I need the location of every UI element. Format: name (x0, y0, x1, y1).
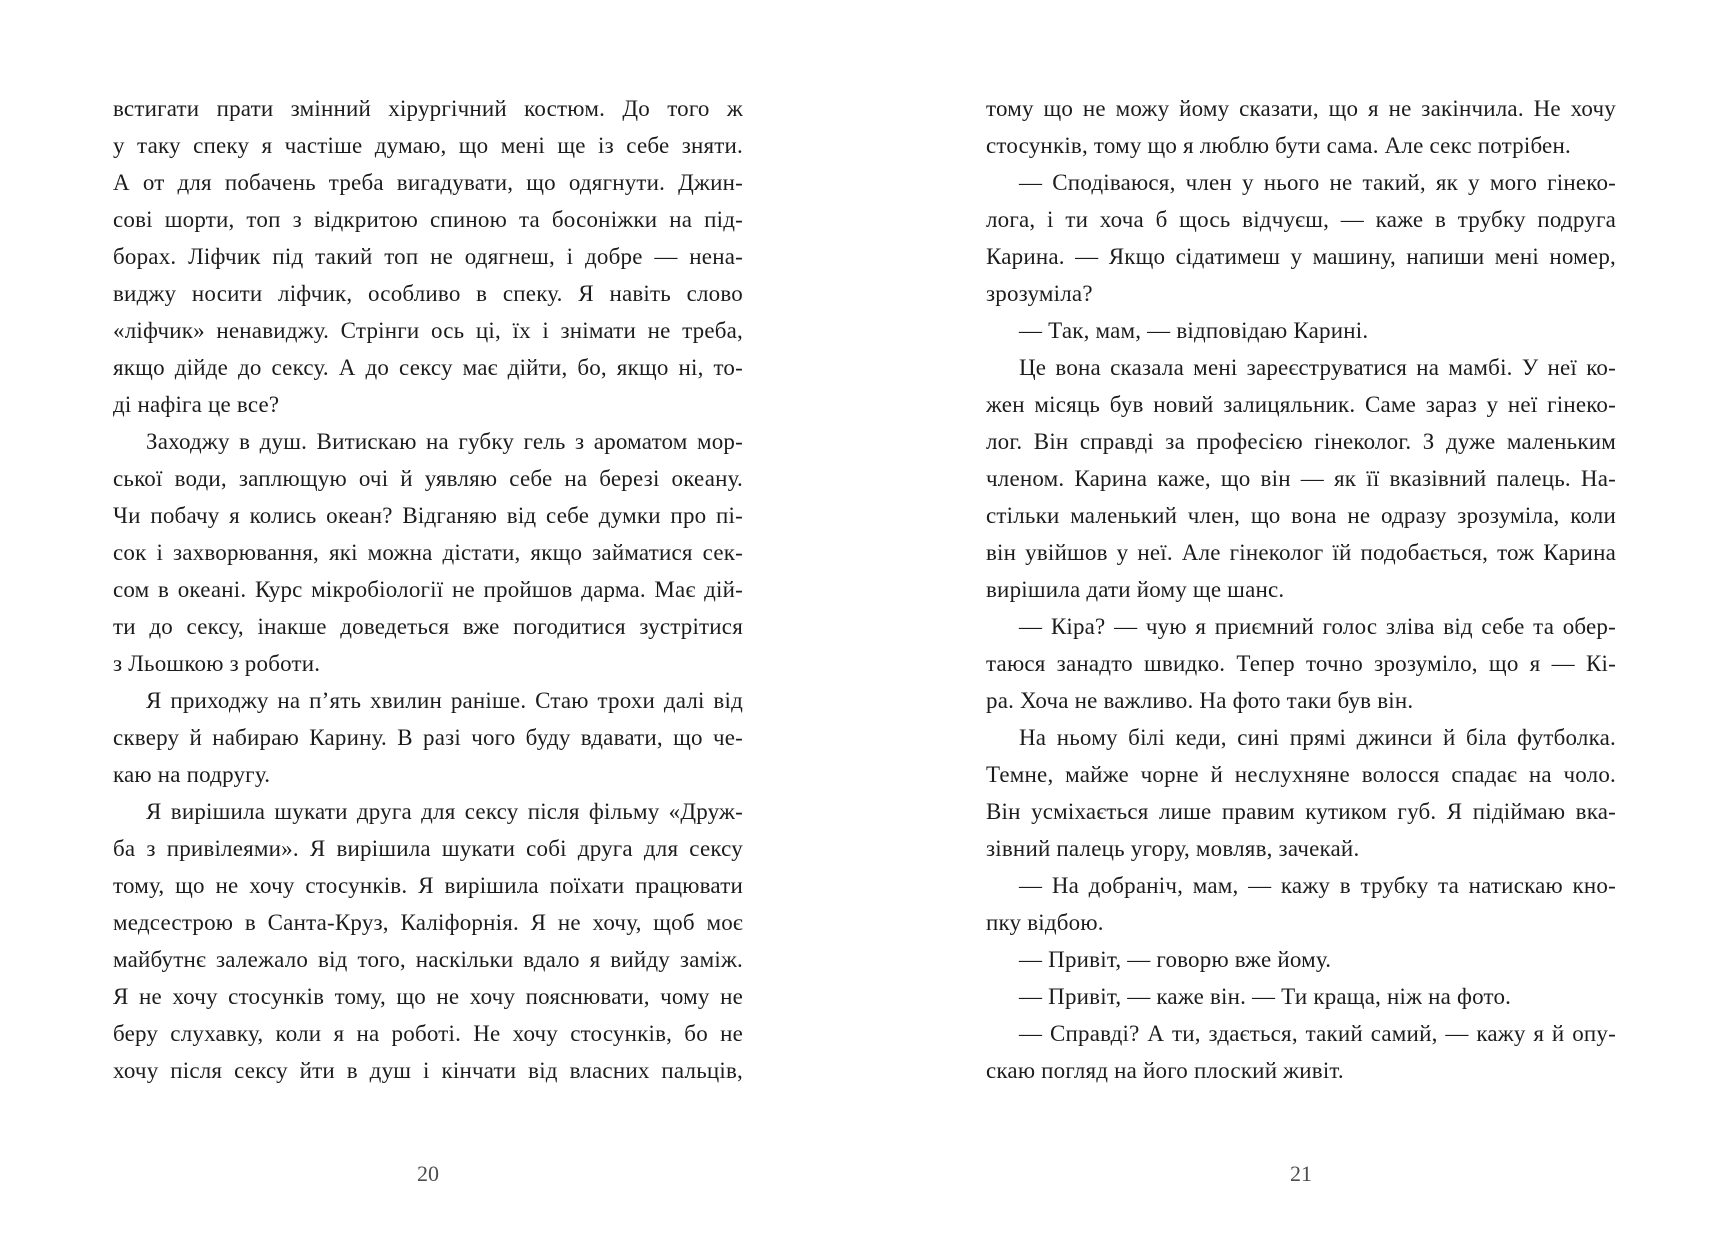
left-page-text-column (113, 90, 743, 1089)
text-line: зрозуміла? (986, 281, 1093, 306)
text-line: Я приходжу на п’ять хвилин раніше. Стаю трохи далі від (146, 688, 743, 713)
text-line: каю на подругу. (113, 762, 271, 787)
text-line: Чи побачу я колись океан? Відганяю від себе думки про пі- (113, 503, 743, 528)
text-line: «ліфчик» ненавиджу. Стрінги ось ці, їх і знімати не треба, (113, 318, 743, 343)
text-line: у таку спеку я частіше думаю, що мені ще із себе зняти. (113, 133, 743, 158)
text-line: зівний палець угору, мовляв, зачекай. (986, 836, 1360, 861)
text-line: сом в океані. Курс мікробіології не пройшов дарма. Має дій- (113, 577, 743, 602)
text-line: Карина. — Якщо сідатимеш у машину, напиши мені номер, (986, 244, 1616, 269)
text-line: медсестрою в Санта-Круз, Каліфорнія. Я не хочу, щоб моє (113, 910, 743, 935)
text-line: А от для побачень треба вигадувати, що одягнути. Джин- (113, 170, 743, 195)
text-line: якщо дійде до сексу. А до сексу має дійти, бо, якщо ні, то- (113, 355, 743, 380)
text-line: скверу й набираю Карину. В разі чого буду вдавати, що че- (113, 725, 743, 750)
text-line: лог. Він справді за професією гінеколог. З дуже маленьким (986, 429, 1616, 454)
right-page-text-column (986, 90, 1616, 1089)
text-line: — На добраніч, мам, — кажу в трубку та натискаю кно- (1019, 873, 1616, 898)
text-line: скаю погляд на його плоский живіт. (986, 1058, 1344, 1083)
page-number-left: 20 (417, 1161, 439, 1186)
text-line: — Сподіваюся, член у нього не такий, як у мого гінеко- (1019, 170, 1616, 195)
text-line: — Привіт, — каже він. — Ти краща, ніж на фото. (1019, 984, 1512, 1009)
text-line: Це вона сказала мені зареєструватися на мамбі. У неї ко- (1019, 355, 1616, 380)
text-line: тому що не можу йому сказати, що я не закінчила. Не хочу (986, 96, 1616, 121)
text-line: ді нафіга це все? (113, 392, 280, 417)
text-line: таюся занадто швидко. Тепер точно зрозуміло, що я — Кі- (986, 651, 1616, 676)
text-line: ра. Хоча не важливо. На фото таки був він. (986, 688, 1414, 713)
text-line: Я вирішила шукати друга для сексу після фільму «Друж- (146, 799, 743, 824)
text-line: Він усміхається лише правим кутиком губ. Я підіймаю вка- (986, 799, 1616, 824)
text-line: ба з привілеями». Я вирішила шукати собі друга для сексу (113, 836, 743, 861)
text-line: жен місяць був новий залицяльник. Саме зараз у неї гінеко- (986, 392, 1616, 417)
text-line: сові шорти, топ з відкритою спиною та босоніжки на під- (113, 207, 743, 232)
text-line: беру слухавку, коли я на роботі. Не хочу стосунків, бо не (113, 1021, 743, 1046)
text-line: ської води, заплющую очі й уявляю себе на березі океану. (113, 466, 743, 491)
text-line: — Кіра? — чую я приємний голос зліва від себе та обер- (1019, 614, 1616, 639)
text-line: Заходжу в душ. Витискаю на губку гель з ароматом мор- (146, 429, 743, 454)
text-line: пку відбою. (986, 910, 1104, 935)
text-line: він увійшов у неї. Але гінеколог їй подобається, тож Карина (986, 540, 1616, 565)
text-line: стосунків, тому що я люблю бути сама. Але секс потрібен. (986, 133, 1571, 158)
text-line: стільки маленький член, що вона не одразу зрозуміла, коли (986, 503, 1616, 528)
text-line: встигати прати змінний хірургічний костюм. До того ж (113, 96, 743, 121)
text-line: членом. Карина каже, що він — як її вказівний палець. На- (986, 466, 1616, 491)
text-line: сок і захворювання, які можна дістати, якщо займатися сек- (113, 540, 743, 565)
text-line: — Привіт, — говорю вже йому. (1019, 947, 1332, 972)
page-number-right: 21 (1290, 1161, 1312, 1186)
text-line: виджу носити ліфчик, особливо в спеку. Я навіть слово (113, 281, 743, 306)
text-line: хочу після сексу йти в душ і кінчати від власних пальців, (113, 1058, 743, 1083)
text-line: вирішила дати йому ще шанс. (986, 577, 1285, 602)
text-line: — Справді? А ти, здається, такий самий, — кажу я й опу- (1019, 1021, 1616, 1046)
text-line: борах. Ліфчик під такий топ не одягнеш, і добре — нена- (113, 244, 743, 269)
text-line: Я не хочу стосунків тому, що не хочу пояснювати, чому не (113, 984, 743, 1009)
text-line: з Льошкою з роботи. (113, 651, 321, 676)
text-line: На ньому білі кеди, сині прямі джинси й біла футболка. (1019, 725, 1616, 750)
text-line: тому, що не хочу стосунків. Я вирішила поїхати працювати (113, 873, 743, 898)
text-line: Темне, майже чорне й неслухняне волосся спадає на чоло. (986, 762, 1616, 787)
text-line: майбутнє залежало від того, наскільки вдало я вийду заміж. (113, 947, 743, 972)
text-line: ти до сексу, інакше доведеться вже погодитися зустрітися (113, 614, 743, 639)
text-line: — Так, мам, — відповідаю Карині. (1019, 318, 1369, 343)
text-line: лога, і ти хоча б щось відчуєш, — каже в трубку подруга (986, 207, 1616, 232)
